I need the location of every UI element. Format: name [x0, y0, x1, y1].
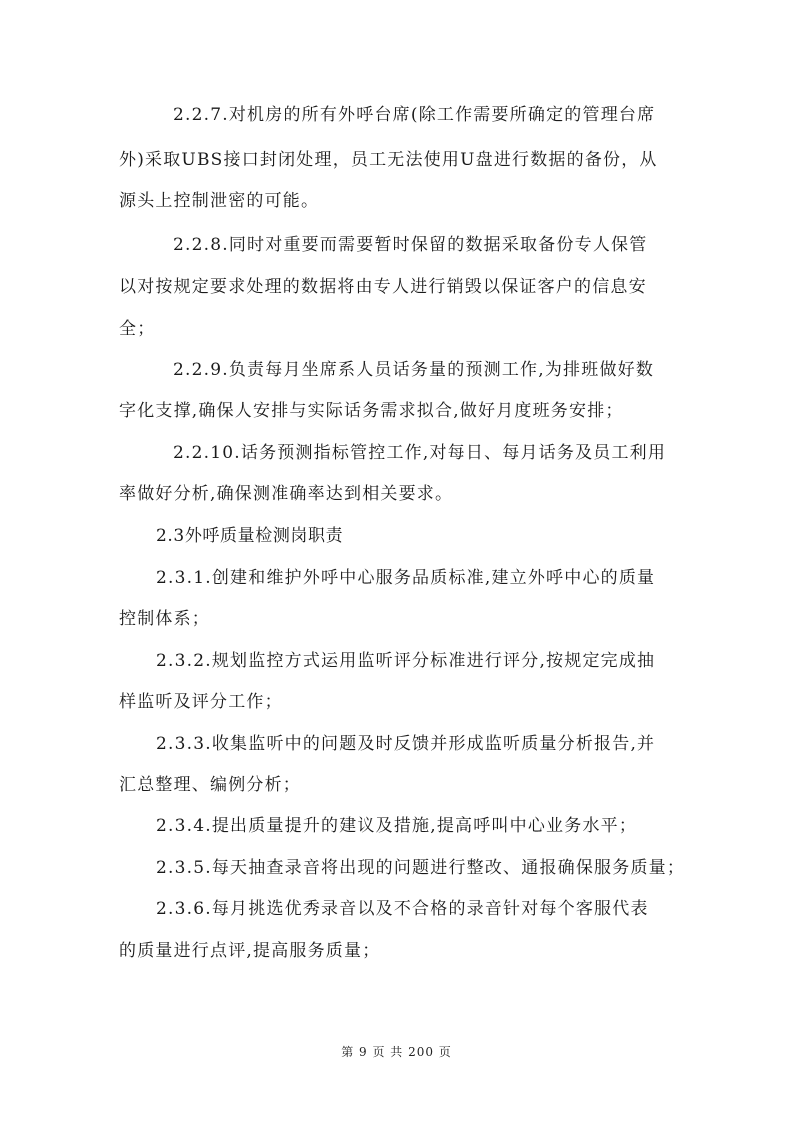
- item-2-3-2-line-2: 样监听及评分工作；: [119, 692, 283, 712]
- page-footer: 第 9 页 共 200 页: [341, 1045, 452, 1059]
- paragraph-2-2-10-line-2: 率做好分析,确保测准确率达到相关要求。: [119, 484, 454, 504]
- item-2-3-5-line-1: 2.3.5.每天抽查录音将出现的问题进行整改、通报确保服务质量；: [156, 858, 686, 878]
- item-2-3-6-line-2: 的质量进行点评,提高服务质量；: [119, 941, 381, 961]
- paragraph-2-2-7-line-2: 外)采取UBS接口封闭处理，员工无法使用U盘进行数据的备份，从: [119, 150, 658, 170]
- paragraph-2-2-10-line-1: 2.2.10.话务预测指标管控工作,对每日、每月话务及员工利用: [173, 443, 667, 463]
- paragraph-2-2-8-line-2: 以对按规定要求处理的数据将由专人进行销毁以保证客户的信息安: [119, 277, 647, 297]
- item-2-3-2-line-1: 2.3.2.规划监控方式运用监听评分标准进行评分,按规定完成抽: [156, 651, 656, 671]
- paragraph-2-2-7-line-3: 源头上控制泄密的可能。: [119, 191, 320, 211]
- item-2-3-1-line-2: 控制体系；: [119, 609, 210, 629]
- item-2-3-4-line-1: 2.3.4.提出质量提升的建议及措施,提高呼叫中心业务水平；: [156, 816, 638, 836]
- paragraph-2-2-9-line-2: 字化支撑,确保人安排与实际话务需求拟合,做好月度班务安排；: [119, 401, 624, 421]
- item-2-3-1-line-1: 2.3.1.创建和维护外呼中心服务品质标准,建立外呼中心的质量: [156, 568, 656, 588]
- paragraph-2-2-8-line-3: 全；: [119, 319, 156, 339]
- paragraph-2-2-8-line-1: 2.2.8.同时对重要而需要暂时保留的数据采取备份专人保管: [173, 235, 648, 255]
- item-2-3-3-line-1: 2.3.3.收集监听中的问题及时反馈并形成监听质量分析报告,并: [156, 734, 656, 754]
- item-2-3-6-line-1: 2.3.6.每月挑选优秀录音以及不合格的录音针对每个客服代表: [156, 899, 649, 919]
- paragraph-2-2-7-line-1: 2.2.7.对机房的所有外呼台席(除工作需要所确定的管理台席: [173, 105, 656, 125]
- paragraph-2-2-9-line-1: 2.2.9.负责每月坐席系人员话务量的预测工作,为排班做好数: [173, 360, 655, 380]
- item-2-3-3-line-2: 汇总整理、编例分析；: [119, 775, 301, 795]
- section-heading-2-3: 2.3外呼质量检测岗职责: [156, 526, 344, 546]
